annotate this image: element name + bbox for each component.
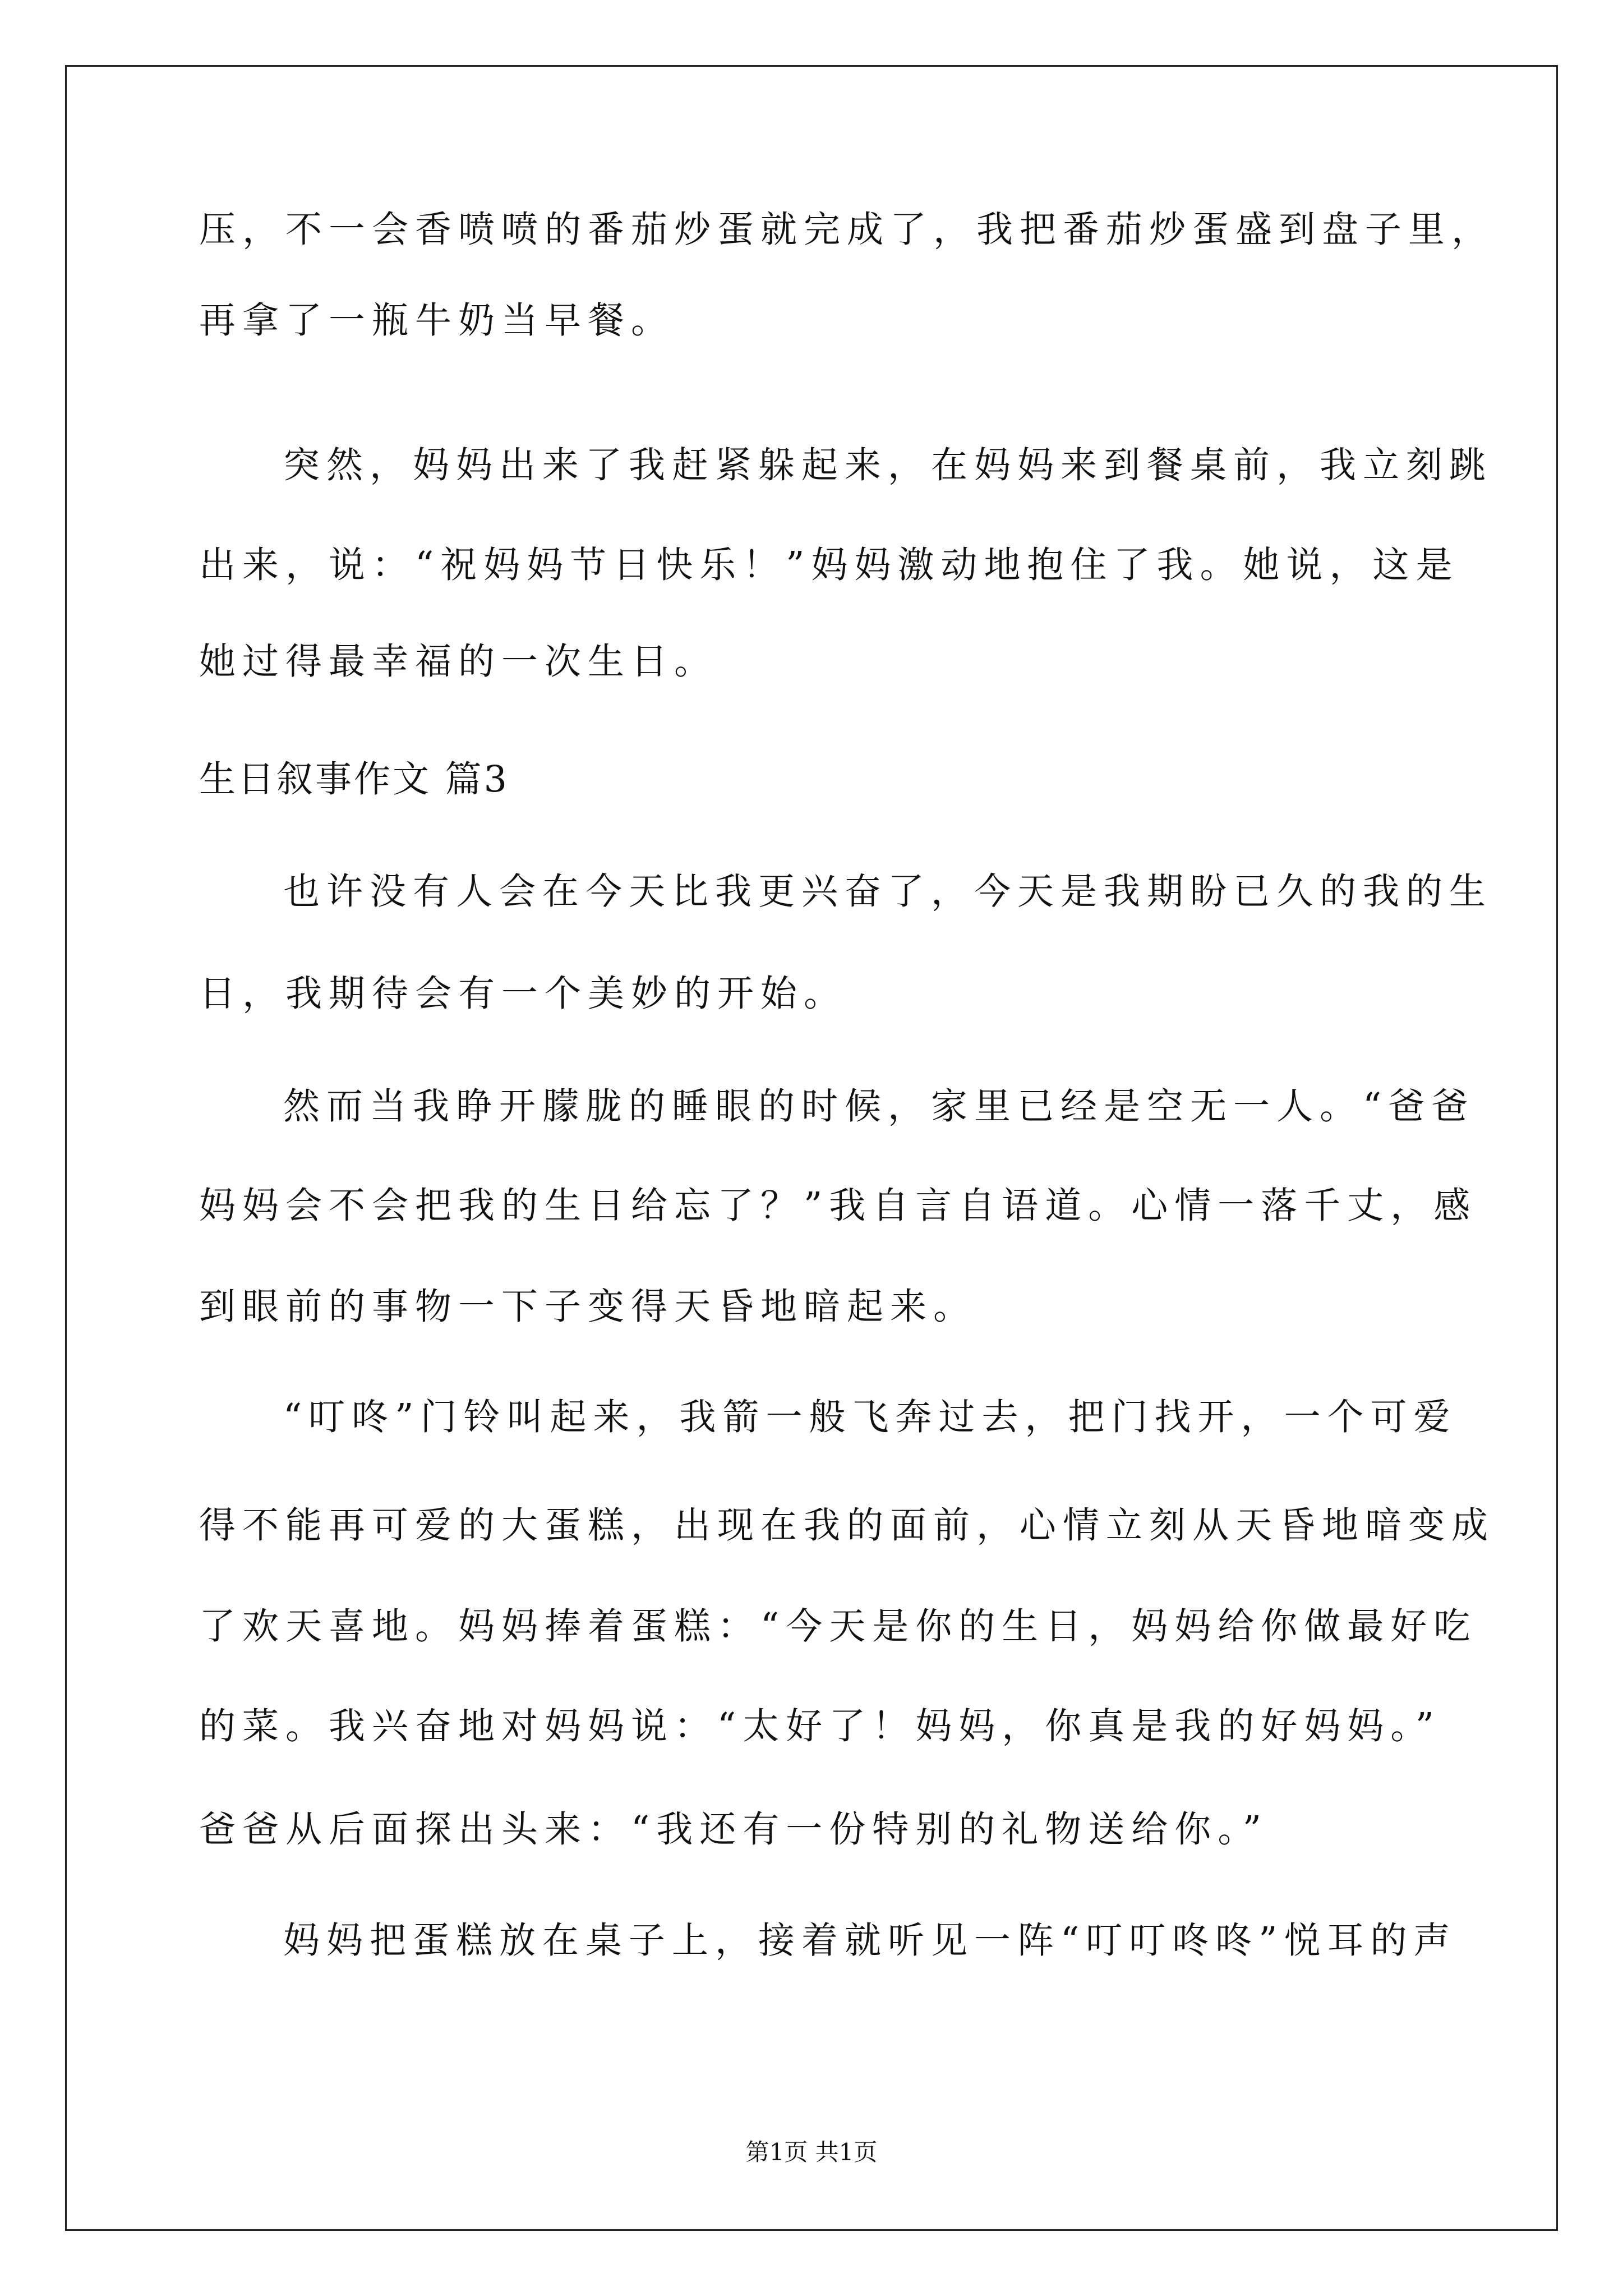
paragraph-line: 妈妈把蛋糕放在桌子上，接着就听见一阵“叮叮咚咚”悦耳的声 bbox=[283, 1920, 1457, 1962]
text-line: 得不能再可爱的大蛋糕，出现在我的面前，心情立刻从天昏地暗变成 bbox=[199, 1504, 1495, 1547]
text-line: 她过得最幸福的一次生日。 bbox=[199, 641, 718, 683]
text-line: 再拿了一瓶牛奶当早餐。 bbox=[199, 300, 675, 342]
paragraph-line: 然而当我睁开朦胧的睡眼的时候，家里已经是空无一人。“爸爸 bbox=[283, 1085, 1475, 1128]
text-line: 妈妈会不会把我的生日给忘了？”我自言自语道。心情一落千丈，感 bbox=[199, 1185, 1477, 1227]
paragraph-line: 突然，妈妈出来了我赶紧躲起来，在妈妈来到餐桌前，我立刻跳 bbox=[283, 444, 1493, 486]
paragraph-line: “叮咚”门铃叫起来，我箭一般飞奔过去，把门找开，一个可爱 bbox=[283, 1396, 1457, 1438]
text-line: 了欢天喜地。妈妈捧着蛋糕：“今天是你的生日，妈妈给你做最好吃 bbox=[199, 1605, 1477, 1648]
text-line: 出来，说：“祝妈妈节日快乐！”妈妈激动地抱住了我。她说，这是 bbox=[199, 544, 1459, 586]
text-line: 日，我期待会有一个美妙的开始。 bbox=[199, 973, 847, 1015]
text-line: 到眼前的事物一下子变得天昏地暗起来。 bbox=[199, 1286, 977, 1328]
text-line: 压，不一会香喷喷的番茄炒蛋就完成了，我把番茄炒蛋盛到盘子里， bbox=[199, 209, 1495, 251]
text-line: 的菜。我兴奋地对妈妈说：“太好了！妈妈，你真是我的好妈妈。” bbox=[199, 1705, 1441, 1747]
paragraph-line: 也许没有人会在今天比我更兴奋了，今天是我期盼已久的我的生 bbox=[283, 871, 1493, 913]
text-line: 爸爸从后面探出头来：“我还有一份特别的礼物送给你。” bbox=[199, 1809, 1268, 1851]
section-heading: 生日叙事作文 篇3 bbox=[199, 758, 510, 800]
page-footer: 第1页 共1页 bbox=[745, 2138, 878, 2166]
page-border bbox=[65, 65, 1558, 2231]
